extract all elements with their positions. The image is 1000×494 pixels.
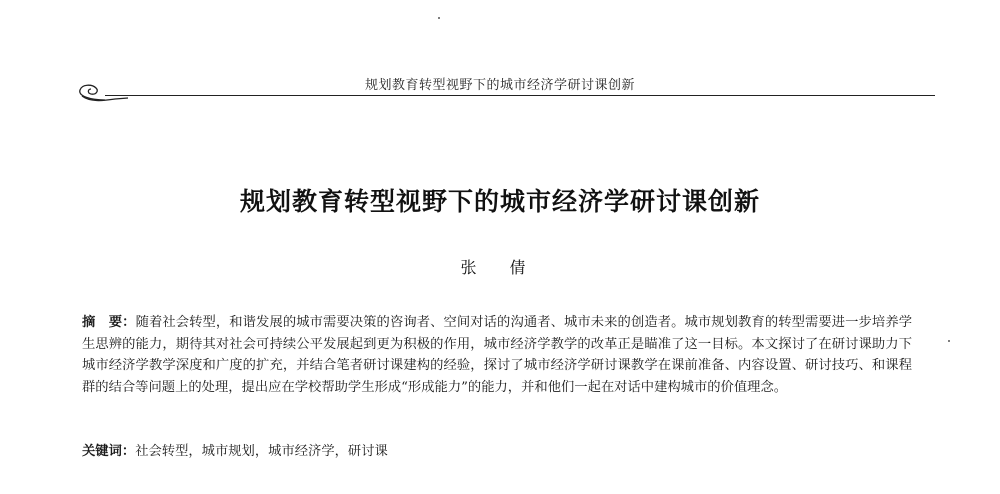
abstract <box>82 312 912 398</box>
running-header-title: 规划教育转型视野下的城市经济学研讨课创新 <box>364 78 635 93</box>
running-header <box>0 66 1000 106</box>
keywords <box>82 441 912 463</box>
keywords-text: 社会转型，城市规划，城市经济学，研讨课 <box>135 444 388 459</box>
author-name: 张 倩 <box>460 258 540 277</box>
abstract-text: 随着社会转型，和谐发展的城市需要决策的咨询者、空间对话的沟通者、城市未来的创造者。城市规划教育的转型需要进一步培养学生思辨的能力，期待其对社会可持续公平发展起到更为积极的作用，城市经济学教学的改革正是瞄准了这一目标。本文探讨了在研讨课助力下城市经济学教学深度和广度的扩充，并结合笔者研讨课建构的经验，探讨了城市经济学研讨课教学在课前准备、内容设置、研讨技巧、和课程群的结合等问题上的处理，提出应在学校帮助学生形成“形成能力”的能力，并和他们一起在对话中建构城市的价值理念。 <box>82 315 913 395</box>
header-rule <box>105 95 935 96</box>
abstract-label: 摘 要： <box>82 315 136 330</box>
scan-speck <box>438 17 440 19</box>
keywords-label: 关键词： <box>82 444 136 459</box>
article-title: 规划教育转型视野下的城市经济学研讨课创新 <box>239 187 760 216</box>
scan-speck <box>948 340 950 342</box>
